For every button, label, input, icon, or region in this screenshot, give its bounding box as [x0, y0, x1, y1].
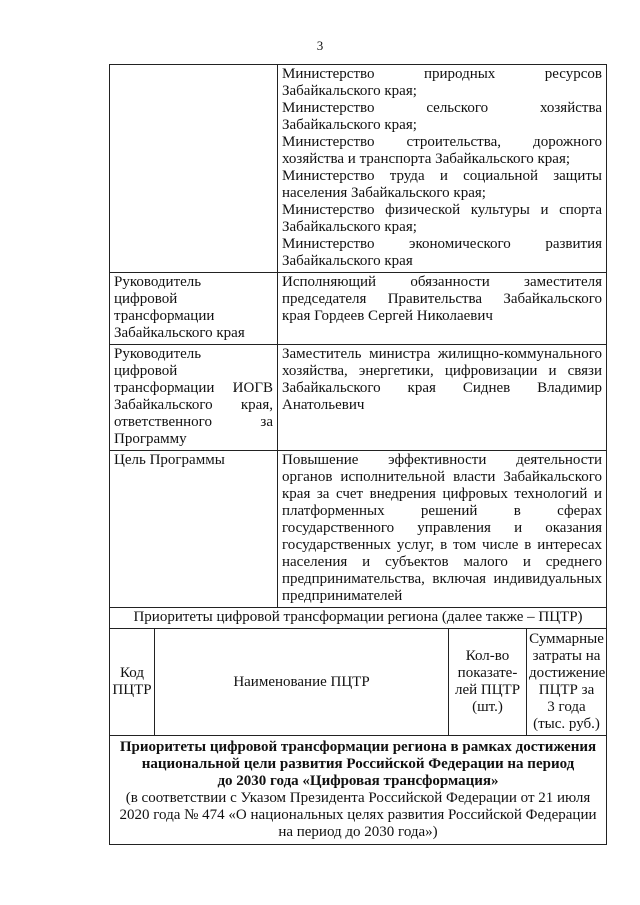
executors-label-cell	[110, 65, 278, 273]
row-label	[110, 345, 278, 451]
row-value	[278, 451, 607, 608]
text-line: Суммарные	[529, 631, 604, 647]
text-line: Кол-во	[465, 648, 510, 664]
text-line: трансформации	[114, 308, 215, 324]
text-line: достижение	[529, 665, 606, 681]
row-label	[110, 451, 278, 608]
executors-row	[110, 65, 607, 273]
text-line: ответственного за	[114, 414, 273, 430]
head-of-digital-transformation-row	[110, 273, 607, 345]
program-goal-row	[110, 451, 607, 608]
text-line: (тыс. руб.)	[533, 716, 600, 732]
text-line: Забайкальского края	[114, 325, 245, 341]
text-line: трансформации ИОГВ	[114, 380, 273, 396]
text-line: Забайкальского края;	[282, 117, 417, 133]
column-header-row	[110, 629, 607, 736]
text-line: хозяйства и транспорта Забайкальского края;	[282, 151, 571, 167]
text-line: края за счет внедрения цифровых технологий и	[282, 486, 602, 502]
text-line: Руководитель	[114, 274, 202, 290]
text-line: Забайкальского края;	[282, 219, 417, 235]
priorities-header: Приоритеты цифровой трансформации региона (далее также – ПЦТР)	[110, 608, 607, 629]
text-line: цифровой	[114, 363, 178, 379]
text-line: председателя Правительства Забайкальского	[282, 291, 602, 307]
text-line: Забайкальского края	[282, 253, 413, 269]
text-line: Исполняющий обязанности заместителя	[282, 274, 602, 290]
column-header-cost	[527, 629, 607, 736]
executors-value-cell	[278, 65, 607, 273]
national-goal-cell	[110, 736, 607, 845]
national-goal-note-line: 2020 года № 474 «О национальных целях развития Российской Федерации	[119, 807, 597, 823]
national-goal-note-line: на период до 2030 года»)	[278, 824, 438, 840]
text-line: Министерство сельского хозяйства	[282, 100, 602, 116]
column-header-code	[110, 629, 155, 736]
text-line: Код	[120, 665, 144, 681]
text-line: (шт.)	[472, 699, 503, 715]
text-line: 3 года	[547, 699, 586, 715]
national-goal-title-line: национальной цели развития Российской Федерации на период	[141, 756, 575, 772]
text-line: ПЦТР за	[538, 682, 595, 698]
text-line: предпринимательства, включая индивидуальных	[282, 571, 602, 587]
column-header-name: Наименование ПЦТР	[155, 629, 449, 736]
text-line: затраты на	[532, 648, 601, 664]
national-goal-title-line: Приоритеты цифровой трансформации региона в рамках достижения	[119, 739, 597, 755]
text-line: показате-	[457, 665, 518, 681]
column-header-count	[449, 629, 527, 736]
national-goal-row	[110, 736, 607, 845]
head-of-digital-transformation-iogv-row	[110, 345, 607, 451]
row-value	[278, 273, 607, 345]
priorities-header-row	[110, 608, 607, 629]
national-goal-note-line: (в соответствии с Указом Президента Российской Федерации от 21 июля	[125, 790, 591, 806]
national-goal-title-line: до 2030 года «Цифровая трансформация»	[217, 773, 499, 789]
row-label	[110, 273, 278, 345]
text-line: Министерство труда и социальной защиты	[282, 168, 602, 184]
text-line: Повышение эффективности деятельности	[282, 452, 602, 468]
page-number: 3	[316, 38, 324, 53]
text-line: Министерство строительства, дорожного	[282, 134, 602, 150]
text-line: населения и субъектов малого и среднего	[282, 554, 602, 570]
text-line: государственного управления и оказания	[282, 520, 602, 536]
text-line: Забайкальского края,	[114, 397, 273, 413]
text-line: Анатольевич	[282, 397, 365, 413]
text-line: Руководитель	[114, 346, 202, 362]
text-line: предпринимателей	[282, 588, 403, 604]
text-line: ПЦТР	[112, 682, 152, 698]
text-line: органов исполнительной власти Забайкальского	[282, 469, 602, 485]
row-value	[278, 345, 607, 451]
text-line: Забайкальского края;	[282, 83, 417, 99]
text-line: Программу	[114, 431, 187, 447]
program-passport-table	[109, 64, 607, 845]
text-line: Министерство экономического развития	[282, 236, 602, 252]
text-line: Заместитель министра жилищно-коммунального	[282, 346, 602, 362]
text-line: цифровой	[114, 291, 178, 307]
text-line: лей ПЦТР	[454, 682, 521, 698]
text-line: Цель Программы	[114, 452, 225, 468]
text-line: хозяйства, энергетики, цифровизации и связи	[282, 363, 602, 379]
text-line: Забайкальского края Сиднев Владимир	[282, 380, 602, 396]
text-line: Министерство физической культуры и спорта	[282, 202, 602, 218]
text-line: государственных услуг, в том числе в интересах	[282, 537, 602, 553]
text-line: Министерство природных ресурсов	[282, 66, 602, 82]
text-line: населения Забайкальского края;	[282, 185, 486, 201]
text-line: края Гордеев Сергей Николаевич	[282, 308, 493, 324]
text-line: платформенных решений в сферах	[282, 503, 602, 519]
